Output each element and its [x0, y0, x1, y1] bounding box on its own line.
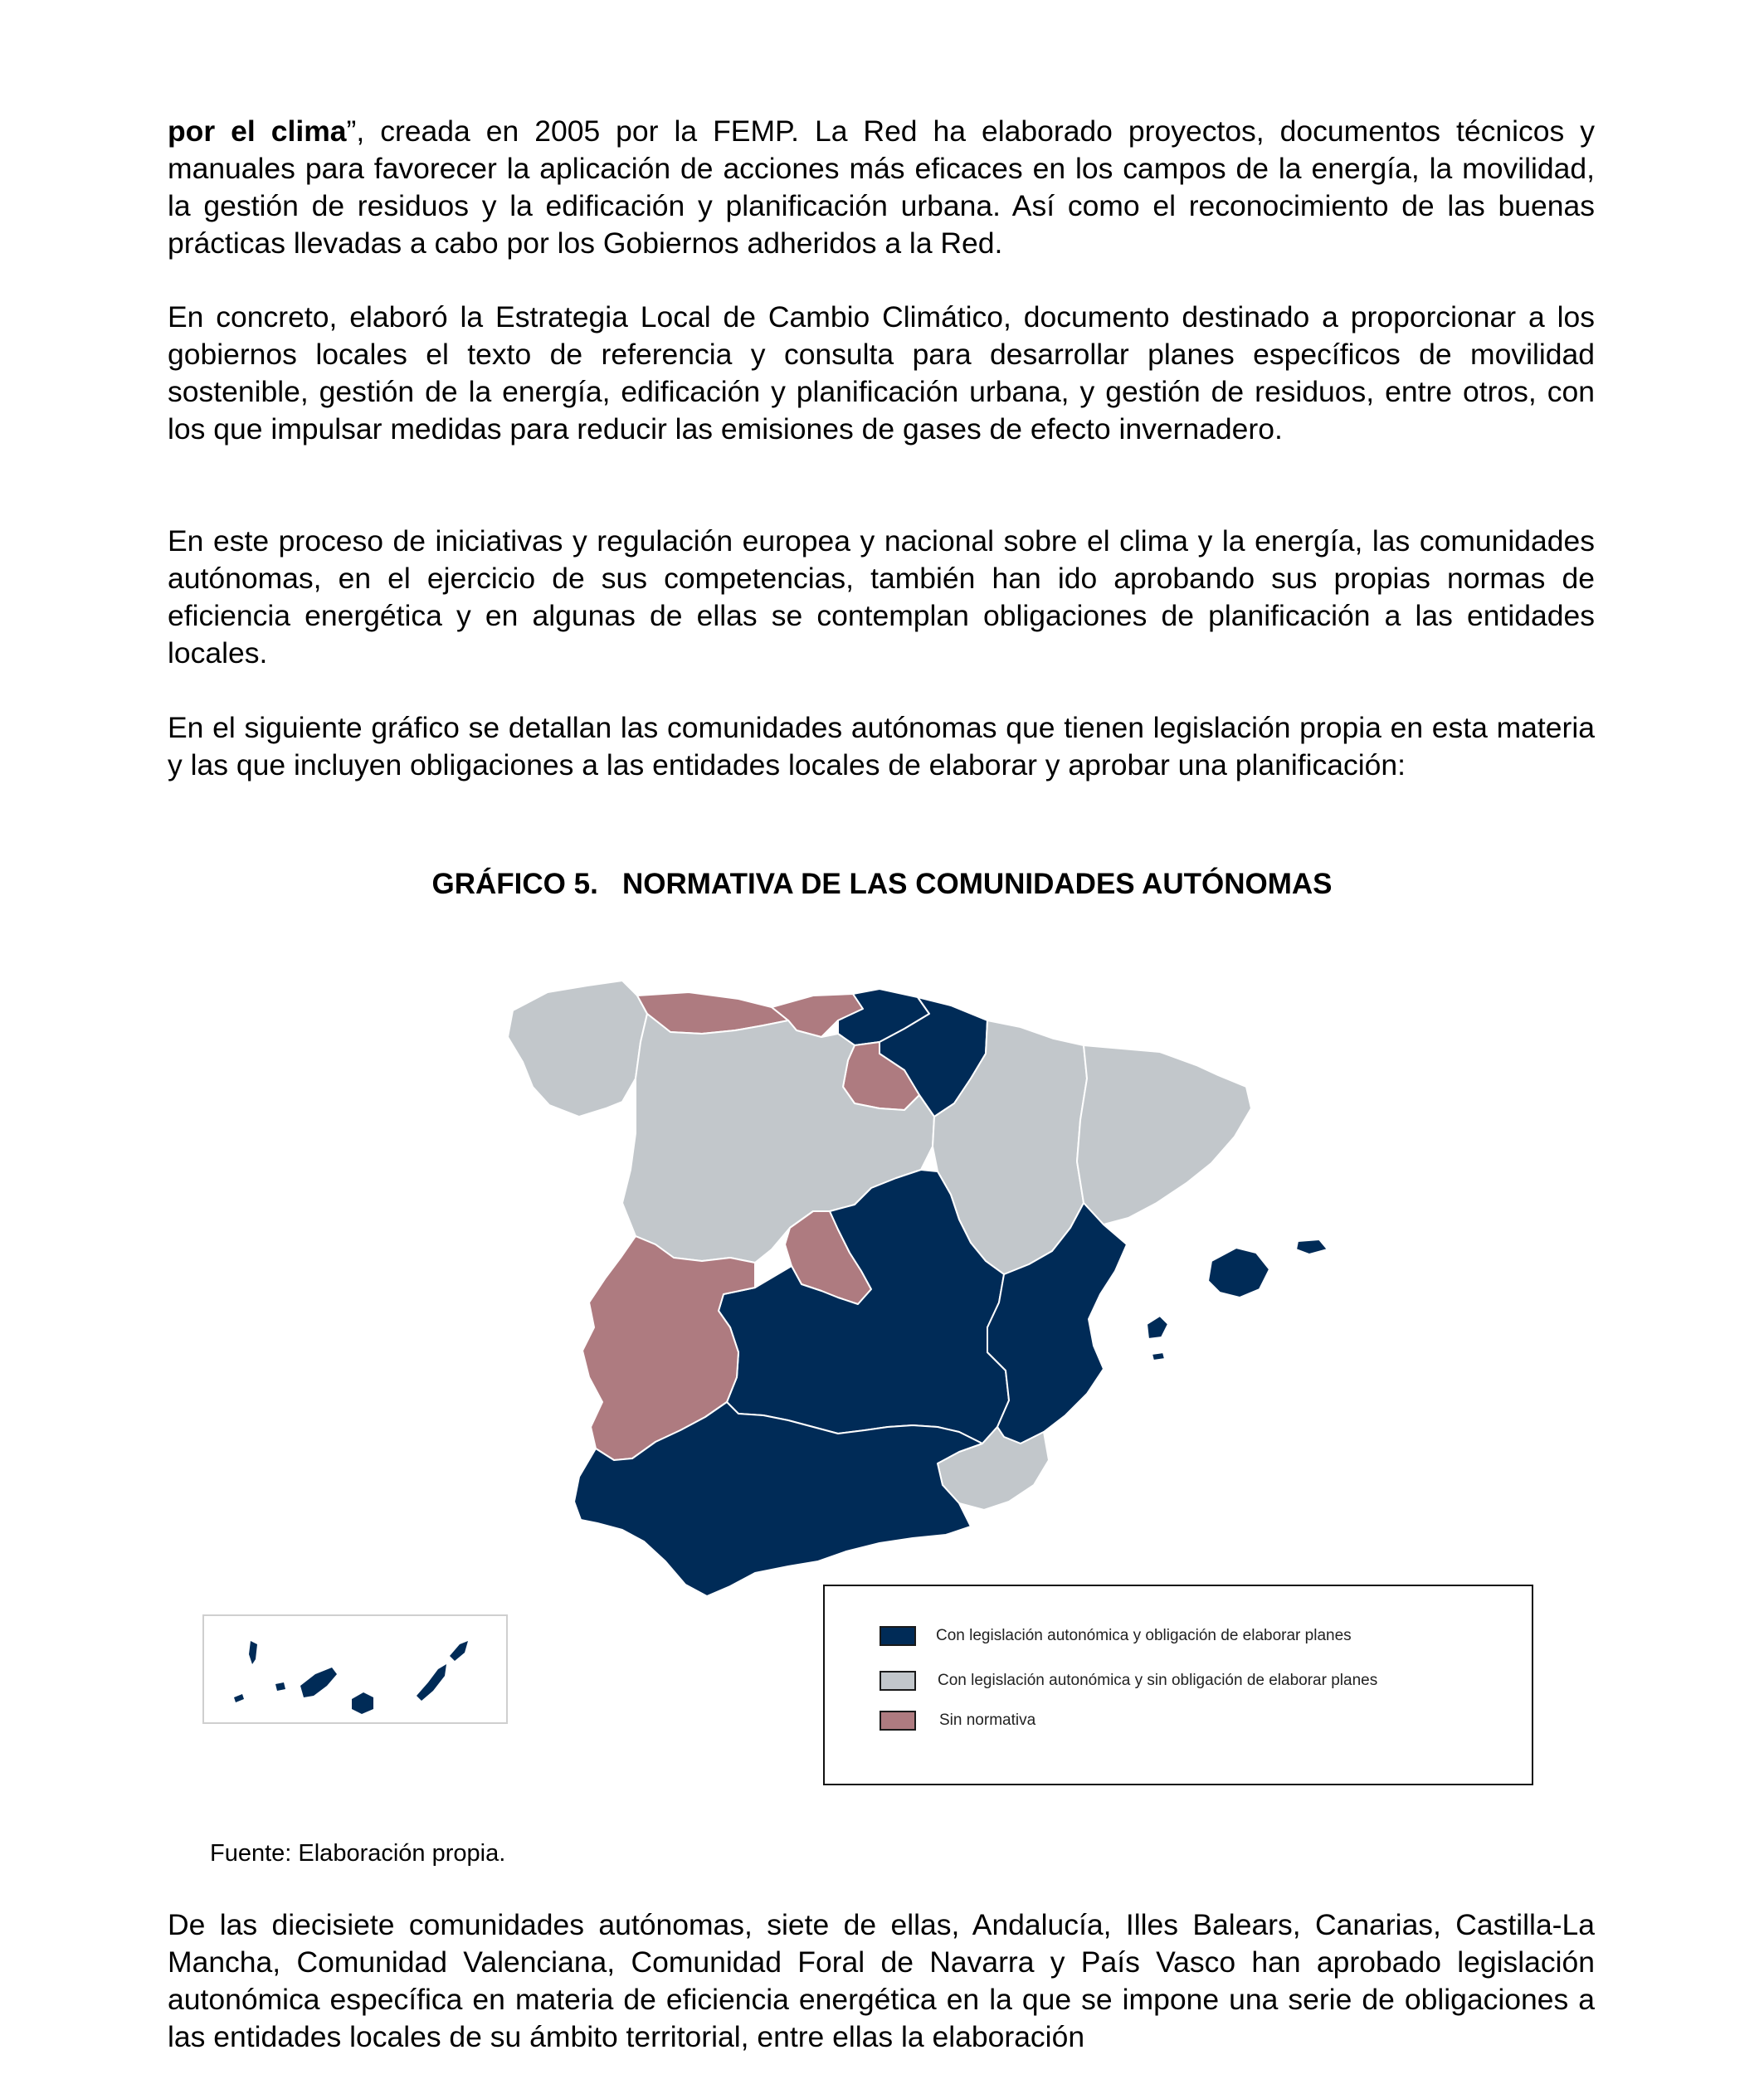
paragraph-1 [168, 113, 1595, 262]
figure-source: Fuente: Elaboración propia. [210, 1840, 506, 1867]
legend-item-with-obligation [880, 1626, 1352, 1646]
legend-swatch-navy [880, 1626, 916, 1646]
region-galicia [508, 981, 647, 1117]
island-fuerteventura [417, 1664, 446, 1701]
legend-label: Sin normativa [939, 1712, 1036, 1729]
spain-regions-map [490, 962, 1352, 1609]
legend-item-no-regulation [880, 1711, 1035, 1731]
paragraph-1-text: ”, creada en 2005 por la FEMP. La Red ha elaborado proyectos, documentos técnicos y manuales para favorecer la aplicación de acciones más eficaces en los campos de la energía, la movilidad, la gestión de residuos y la edificación y planificación urbana. Así como el reconocimiento de las buenas prácticas llevadas a cabo por los Gobiernos adheridos a la Red. [168, 114, 1595, 260]
region-illes-balears-formentera [1152, 1352, 1165, 1361]
legend-label: Con legislación autonómica y obligación de elaborar planes [936, 1627, 1352, 1644]
canary-islands-inset [202, 1614, 508, 1724]
region-cataluna [1077, 1045, 1251, 1225]
legend-item-without-obligation [880, 1671, 1377, 1691]
region-illes-balears-mallorca [1208, 1248, 1269, 1298]
map-legend [823, 1585, 1533, 1785]
canary-islands-map [204, 1616, 506, 1722]
paragraph-3: En este proceso de iniciativas y regulación europea y nacional sobre el clima y la energía, las comunidades autónomas, en el ejercicio de sus competencias, también han ido aprobando sus propias normas de eficiencia energética y en algunas de ellas se contemplan obligaciones de planificación a las entidades locales. [168, 524, 1595, 670]
island-tenerife [300, 1668, 337, 1697]
island-lanzarote [450, 1641, 468, 1661]
region-illes-balears-ibiza [1147, 1316, 1168, 1339]
legend-swatch-gray [880, 1671, 916, 1691]
legend-swatch-rose [880, 1711, 916, 1731]
island-la-gomera [275, 1682, 285, 1691]
legend-label: Con legislación autonómica y sin obligación de elaborar planes [938, 1672, 1378, 1689]
paragraph-4: En el siguiente gráfico se detallan las comunidades autónomas que tienen legislación propia en esta materia y las que incluyen obligaciones a las entidades locales de elaborar y aprobar una planificación: [168, 711, 1595, 782]
island-el-hierro [234, 1694, 244, 1702]
island-gran-canaria [352, 1692, 373, 1714]
region-illes-balears-menorca [1296, 1239, 1328, 1254]
paragraph-1-bold: por el clima [168, 114, 347, 148]
paragraph-2: En concreto, elaboró la Estrategia Local de Cambio Climático, documento destinado a proporcionar a los gobiernos locales el texto de referencia y consulta para desarrollar planes específicos de movilidad sostenible, gestión de la energía, edificación y planificación urbana, y gestión de residuos, entre otros, con los que impulsar medidas para reducir las emisiones de gases de efecto invernadero. [168, 300, 1595, 446]
paragraph-5: De las diecisiete comunidades autónomas, siete de ellas, Andalucía, Illes Balears, Canarias, Castilla-La Mancha, Comunidad Valenciana, Comunidad Foral de Navarra y País Vasco han aprobado legislación autonómica específica en materia de eficiencia energética en la que se impone una serie de obligaciones a las entidades locales de su ámbito territorial, entre ellas la elaboración [168, 1908, 1595, 2053]
island-la-palma [249, 1641, 257, 1664]
figure-title: GRÁFICO 5. NORMATIVA DE LAS COMUNIDADES AUTÓNOMAS [431, 868, 1333, 900]
